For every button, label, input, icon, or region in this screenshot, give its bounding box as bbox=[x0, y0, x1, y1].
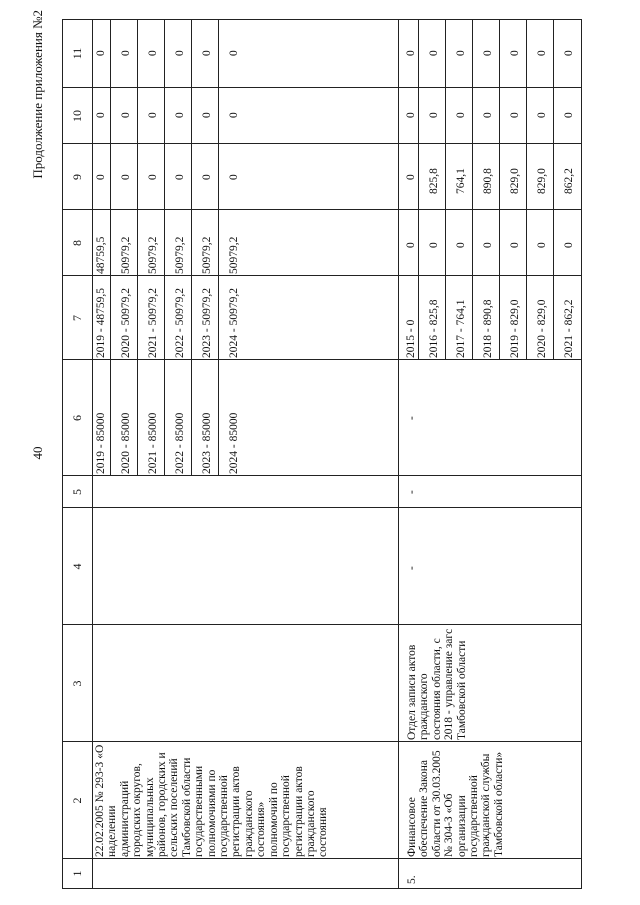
column-header-1: 1 bbox=[70, 870, 84, 877]
row-b-year-5-local: 0 bbox=[509, 112, 521, 118]
row-a-year-6-regional: 0 bbox=[228, 174, 240, 180]
row-b-year-1-federal: 0 bbox=[405, 242, 417, 248]
row-b-number: 5. bbox=[406, 875, 418, 884]
row-b-year-3-regional: 764,1 bbox=[455, 168, 467, 194]
row-a-year-5-total: 2023 - 50979,2 bbox=[201, 288, 213, 358]
row-b-year-3-total: 2017 - 764,1 bbox=[455, 299, 467, 358]
column-header-2: 2 bbox=[70, 797, 84, 804]
row-b-executor: Отдел записи актов гражданского состояния области, с 2018 - управление загс Тамбовской области bbox=[406, 628, 468, 740]
row-b-year-4-total: 2018 - 890,8 bbox=[482, 299, 494, 358]
column-divider bbox=[63, 507, 581, 508]
row-divider bbox=[398, 20, 399, 888]
row-a-year-6-limit: 2024 - 85000 bbox=[228, 412, 240, 474]
column-divider bbox=[63, 275, 581, 276]
row-b-year-1-local: 0 bbox=[405, 112, 417, 118]
row-b-year-6-total: 2020 - 829,0 bbox=[536, 299, 548, 358]
row-a-year-6-total: 2024 - 50979,2 bbox=[228, 288, 240, 358]
row-b-year-1-total: 2015 - 0 bbox=[405, 319, 417, 358]
page-number: 40 bbox=[30, 446, 45, 460]
row-a-year-2-regional: 0 bbox=[120, 174, 132, 180]
row-b-year-4-local: 0 bbox=[482, 112, 494, 118]
budget-table bbox=[62, 19, 582, 889]
column-header-3: 3 bbox=[70, 680, 84, 687]
row-a-year-4-regional: 0 bbox=[174, 174, 186, 180]
header-divider bbox=[92, 20, 93, 888]
row-a-year-2-total: 2020 - 50979,2 bbox=[120, 288, 132, 358]
row-a-year-1-local: 0 bbox=[95, 112, 107, 118]
row-b-year-6-other: 0 bbox=[536, 50, 548, 56]
row-b-year-4-other: 0 bbox=[482, 50, 494, 56]
row-a-year-5-regional: 0 bbox=[201, 174, 213, 180]
row-b-year-2-local: 0 bbox=[428, 112, 440, 118]
row-b-year-7-regional: 862,2 bbox=[563, 168, 575, 194]
row-a-year-5-limit: 2023 - 85000 bbox=[201, 412, 213, 474]
row-b-year-6-federal: 0 bbox=[536, 242, 548, 248]
sub-row-divider bbox=[164, 19, 165, 476]
row-a-year-4-other: 0 bbox=[174, 50, 186, 56]
sub-row-divider bbox=[137, 19, 138, 476]
row-a-year-2-limit: 2020 - 85000 bbox=[120, 412, 132, 474]
row-a-year-1-total: 2019 - 48759,5 bbox=[95, 288, 107, 358]
row-b-year-7-total: 2021 - 862,2 bbox=[563, 299, 575, 358]
row-b-year-4-regional: 890,8 bbox=[482, 168, 494, 194]
row-b-year-3-local: 0 bbox=[455, 112, 467, 118]
column-divider bbox=[63, 143, 581, 144]
column-header-11: 11 bbox=[70, 47, 84, 60]
column-header-8: 8 bbox=[70, 240, 84, 246]
column-header-5: 5 bbox=[70, 489, 84, 495]
row-a-year-1-federal: 48759,5 bbox=[95, 236, 107, 274]
row-a-year-2-other: 0 bbox=[120, 50, 132, 56]
column-header-9: 9 bbox=[70, 174, 84, 180]
row-a-year-1-regional: 0 bbox=[95, 174, 107, 180]
column-header-4: 4 bbox=[70, 563, 84, 570]
row-a-year-3-federal: 50979,2 bbox=[147, 236, 159, 274]
row-b-description: Финансовое обеспечение Закона области от 30.03.2005 № 304-З «Об организации государственной гражданской службы Тамбовской области» bbox=[406, 750, 505, 857]
row-b-year-7-local: 0 bbox=[563, 112, 575, 118]
column-divider bbox=[63, 359, 581, 360]
sub-row-divider bbox=[526, 19, 527, 360]
sub-row-divider bbox=[218, 19, 219, 476]
row-a-year-3-other: 0 bbox=[147, 50, 159, 56]
column-divider bbox=[63, 624, 581, 625]
row-b-year-3-federal: 0 bbox=[455, 242, 467, 248]
sub-row-divider bbox=[553, 19, 554, 360]
row-b-year-3-other: 0 bbox=[455, 50, 467, 56]
row-a-year-3-local: 0 bbox=[147, 112, 159, 118]
row-b-year-7-other: 0 bbox=[563, 50, 575, 56]
row-b-year-6-local: 0 bbox=[536, 112, 548, 118]
row-b-col4-dash: - bbox=[406, 566, 418, 570]
row-b-year-4-federal: 0 bbox=[482, 242, 494, 248]
column-divider bbox=[63, 87, 581, 88]
sub-row-divider bbox=[191, 19, 192, 476]
row-b-year-5-federal: 0 bbox=[509, 242, 521, 248]
row-a-year-1-limit: 2019 - 85000 bbox=[95, 412, 107, 474]
sub-row-divider bbox=[499, 19, 500, 360]
row-b-col6-dash: - bbox=[406, 416, 418, 420]
sub-row-divider bbox=[110, 19, 111, 476]
column-header-6: 6 bbox=[70, 415, 84, 421]
column-divider bbox=[63, 858, 581, 859]
row-b-year-6-regional: 829,0 bbox=[536, 168, 548, 194]
row-b-year-5-regional: 829,0 bbox=[509, 168, 521, 194]
row-a-year-1-other: 0 bbox=[95, 50, 107, 56]
row-a-year-4-total: 2022 - 50979,2 bbox=[174, 288, 186, 358]
row-a-year-5-federal: 50979,2 bbox=[201, 236, 213, 274]
column-divider bbox=[63, 475, 581, 476]
row-a-year-6-federal: 50979,2 bbox=[228, 236, 240, 274]
appendix-caption: Продолжение приложения №2 bbox=[30, 10, 45, 179]
row-a-year-3-regional: 0 bbox=[147, 174, 159, 180]
row-b-year-5-other: 0 bbox=[509, 50, 521, 56]
row-a-year-4-limit: 2022 - 85000 bbox=[174, 412, 186, 474]
sub-row-divider bbox=[418, 19, 419, 360]
row-a-year-6-other: 0 bbox=[228, 50, 240, 56]
row-a-year-3-total: 2021 - 50979,2 bbox=[147, 288, 159, 358]
row-b-year-1-other: 0 bbox=[405, 50, 417, 56]
row-b-year-7-federal: 0 bbox=[563, 242, 575, 248]
row-b-year-2-regional: 825,8 bbox=[428, 168, 440, 194]
row-b-year-2-total: 2016 - 825,8 bbox=[428, 299, 440, 358]
row-a-year-4-federal: 50979,2 bbox=[174, 236, 186, 274]
row-a-year-5-local: 0 bbox=[201, 112, 213, 118]
sub-row-divider bbox=[445, 19, 446, 360]
row-a-year-5-other: 0 bbox=[201, 50, 213, 56]
row-a-year-6-local: 0 bbox=[228, 112, 240, 118]
row-b-year-2-federal: 0 bbox=[428, 242, 440, 248]
column-divider bbox=[63, 209, 581, 210]
row-b-year-1-regional: 0 bbox=[405, 174, 417, 180]
row-b-col5-dash: - bbox=[406, 490, 418, 494]
row-a-year-4-local: 0 bbox=[174, 112, 186, 118]
row-b-year-5-total: 2019 - 829,0 bbox=[509, 299, 521, 358]
row-a-year-2-local: 0 bbox=[120, 112, 132, 118]
row-b-year-2-other: 0 bbox=[428, 50, 440, 56]
sub-row-divider bbox=[472, 19, 473, 360]
column-header-10: 10 bbox=[70, 110, 84, 122]
row-a-description: 22.02.2005 № 293-З «О наделении администраций городских округов, муниципальных районов, городских и сельских поселений Тамбовской области государственными полномочиями по государственной регистрации актов гражданского состояния» полномочий по государственной регистрации актов гражданского состояния bbox=[94, 744, 330, 857]
column-divider bbox=[63, 741, 581, 742]
row-a-year-2-federal: 50979,2 bbox=[120, 236, 132, 274]
row-a-year-3-limit: 2021 - 85000 bbox=[147, 412, 159, 474]
column-header-7: 7 bbox=[70, 315, 84, 321]
